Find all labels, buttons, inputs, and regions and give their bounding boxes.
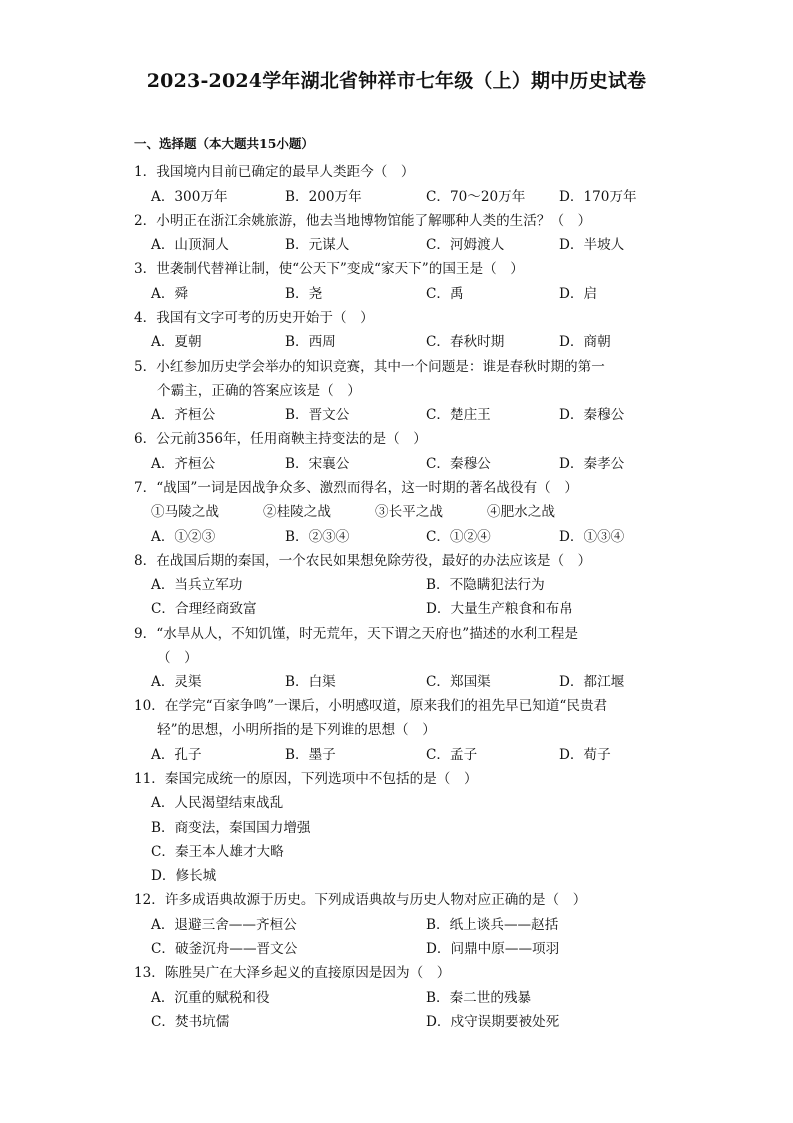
question-9-option-b: B．白渠 [285,674,336,690]
section-heading: 一、选择题（本大题共15小题） [134,136,314,151]
question-10-stem-continued: 轻”的思想，小明所指的是下列谁的思想（ ） [157,722,436,738]
question-2-option-a: A．山顶洞人 [151,237,229,253]
question-5-stem: 5．小红参加历史学会举办的知识竞赛，其中一个问题是：谁是春秋时期的第一 [134,359,605,375]
question-4-option-a: A．夏朝 [151,334,202,350]
question-5-option-b: B．晋文公 [285,407,350,423]
question-6-stem: 6．公元前356年，任用商鞅主持变法的是（ ） [134,431,427,447]
question-6-option-b: B．宋襄公 [285,456,350,472]
question-12-option-b: B．纸上谈兵——赵括 [426,917,559,933]
question-7-option-a: A．①②③ [151,529,216,545]
question-3-stem: 3．世袭制代替禅让制，使“公天下”变成“家天下”的国王是（ ） [134,261,524,277]
question-10-option-a: A．孔子 [151,747,202,763]
question-8-stem: 8．在战国后期的秦国，一个农民如果想免除劳役，最好的办法应该是（ ） [134,553,592,569]
question-7-option-c: C．①②④ [426,529,491,545]
question-10-option-d: D．荀子 [559,747,611,763]
question-10-option-b: B．墨子 [285,747,336,763]
question-10-option-c: C．孟子 [426,747,478,763]
question-7-item-4: ④肥水之战 [487,504,555,520]
question-7-option-d: D．①③④ [559,529,625,545]
question-9-stem-continued: （ ） [157,650,198,666]
question-3-option-d: D．启 [559,286,598,302]
question-12-option-a: A．退避三舍——齐桓公 [151,917,297,933]
question-1-option-c: C．70～20万年 [426,189,526,205]
question-1-stem: 1．我国境内目前已确定的最早人类距今（ ） [134,164,415,180]
question-8-option-c: C．合理经商致富 [151,601,257,617]
question-8-option-d: D．大量生产粮食和布帛 [426,601,573,617]
question-7-item-1: ①马陵之战 [151,504,219,520]
question-8-option-b: B．不隐瞒犯法行为 [426,577,545,593]
exam-title: 2023-2024学年湖北省钟祥市七年级（上）期中历史试卷 [146,70,647,92]
question-2-option-b: B．元谋人 [285,237,350,253]
question-1-option-a: A．300万年 [151,189,228,205]
question-7-item-2: ②桂陵之战 [263,504,331,520]
question-3-option-b: B．尧 [285,286,323,302]
question-3-option-c: C．禹 [426,286,464,302]
question-3-option-a: A．舜 [151,286,189,302]
question-7-item-3: ③长平之战 [375,504,443,520]
question-4-option-b: B．西周 [285,334,336,350]
question-12-stem: 12．许多成语典故源于历史。下列成语典故与历史人物对应正确的是（ ） [134,892,587,908]
question-2-option-d: D．半坡人 [559,237,625,253]
question-11-option-c: C．秦王本人雄才大略 [151,844,284,860]
question-13-option-a: A．沉重的赋税和役 [151,990,270,1006]
question-6-option-a: A．齐桓公 [151,456,216,472]
question-4-stem: 4．我国有文字可考的历史开始于（ ） [134,310,374,326]
question-11-option-d: D．修长城 [151,868,217,884]
question-9-option-a: A．灵渠 [151,674,202,690]
question-6-option-c: C．秦穆公 [426,456,491,472]
question-5-option-c: C．楚庄王 [426,407,491,423]
question-2-stem: 2．小明正在浙江余姚旅游，他去当地博物馆能了解哪种人类的生活？（ ） [134,213,592,229]
question-13-option-b: B．秦二世的残暴 [426,990,532,1006]
question-9-option-c: C．郑国渠 [426,674,491,690]
question-5-stem-continued: 个霸主，正确的答案应该是（ ） [157,383,361,399]
question-11-option-b: B．商变法，秦国国力增强 [151,820,311,836]
question-5-option-d: D．秦穆公 [559,407,625,423]
question-10-stem: 10．在学完“百家争鸣”一课后，小明感叹道，原来我们的祖先早已知道“民贵君 [134,698,608,714]
question-4-option-d: D．商朝 [559,334,611,350]
question-7-option-b: B．②③④ [285,529,350,545]
question-7-stem: 7．“战国”一词是因战争众多、激烈而得名，这一时期的著名战役有（ ） [134,480,578,496]
question-4-option-c: C．春秋时期 [426,334,505,350]
question-9-stem: 9．“水旱从人，不知饥馑，时无荒年，天下谓之天府也”描述的水利工程是 [134,626,578,642]
question-1-option-d: D．170万年 [559,189,637,205]
question-5-option-a: A．齐桓公 [151,407,216,423]
question-8-option-a: A．当兵立军功 [151,577,243,593]
question-12-option-d: D．问鼎中原——项羽 [426,941,560,957]
question-13-option-d: D．戍守误期要被处死 [426,1014,560,1030]
question-12-option-c: C．破釜沉舟——晋文公 [151,941,298,957]
question-11-option-a: A．人民渴望结束战乱 [151,795,284,811]
question-13-stem: 13．陈胜吴广在大泽乡起义的直接原因是因为（ ） [134,965,451,981]
question-9-option-d: D．都江堰 [559,674,625,690]
question-13-option-c: C．焚书坑儒 [151,1014,230,1030]
question-11-stem: 11．秦国完成统一的原因，下列选项中不包括的是（ ） [134,771,478,787]
question-2-option-c: C．河姆渡人 [426,237,505,253]
question-1-option-b: B．200万年 [285,189,362,205]
question-6-option-d: D．秦孝公 [559,456,625,472]
